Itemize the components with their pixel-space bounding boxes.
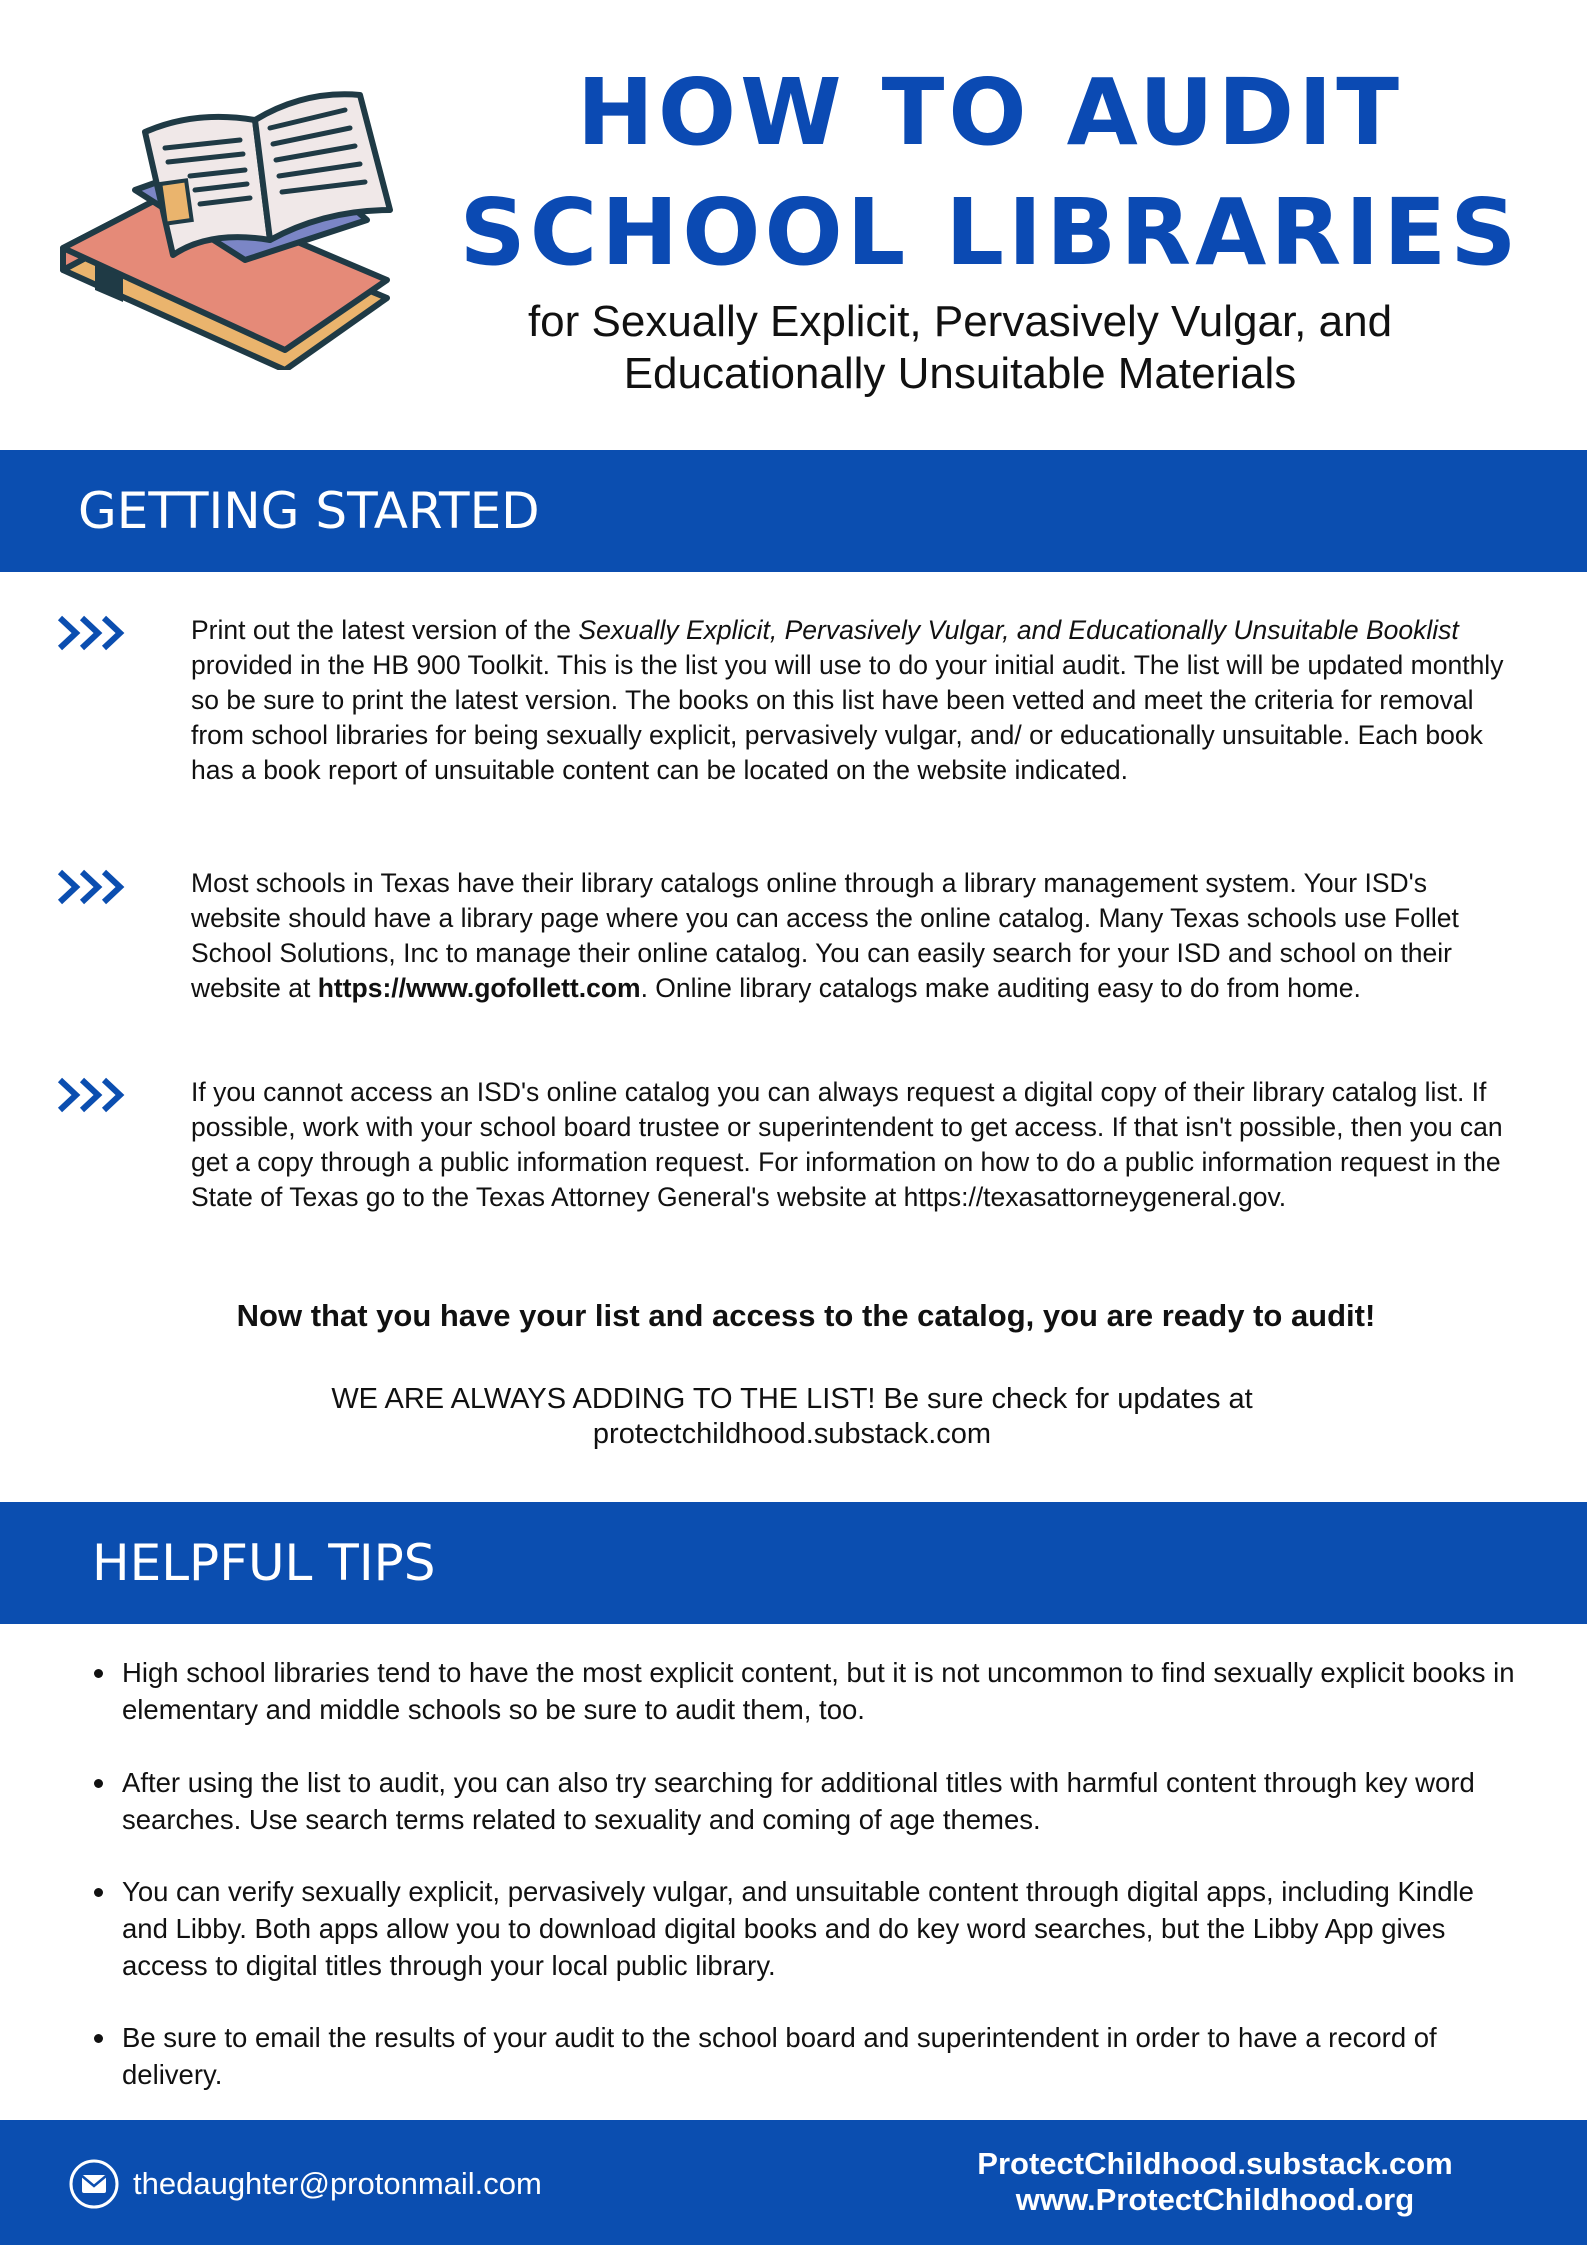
helpful-tips-title: HELPFUL TIPS — [92, 1534, 436, 1592]
list-item — [122, 1654, 1522, 1728]
updates-link[interactable]: protectchildhood.substack.com — [592, 1418, 992, 1450]
subtitle-line-1: for Sexually Explicit, Pervasively Vulgar, and — [527, 297, 1393, 346]
tip-text: Be sure to email the results of your audit to the school board and superintendent in order to have a record of delivery. — [122, 2022, 1437, 2090]
triple-chevron-right-icon — [56, 868, 128, 906]
booklist-title: Sexually Explicit, Pervasively Vulgar, and Educationally Unsuitable Booklist — [578, 615, 1459, 645]
item-2-text-a: Most schools in Texas have their library catalogs online through a library management system. Your ISD's website should have a library page where you can access the online catalog. Many Texas schools use Follet School Solutions, Inc to manage their online catalog. You can easily search for your ISD and school on their website at — [191, 868, 1459, 1003]
item-1-text-b: provided in the HB 900 Toolkit. This is the list you will use to do your initial audit. The list will be updated monthly so be sure to print the latest version. The books on this list have been vetted and meet the criteria for removal from school libraries for being sexually explicit, pervasively vulgar, and/ or educationally unsuitable. Each book has a book report of unsuitable content can be located on the website indicated. — [191, 650, 1504, 785]
tip-text: After using the list to audit, you can also try searching for additional titles with harmful content through key word searches. Use search terms related to sexuality and coming of age themes. — [122, 1767, 1475, 1835]
website-link[interactable]: www.ProtectChildhood.org — [1015, 2182, 1415, 2217]
item-1-text-a: Print out the latest version of the — [191, 615, 579, 645]
triple-chevron-right-icon — [56, 614, 128, 652]
list-item — [122, 1764, 1522, 1838]
list-item — [122, 2019, 1522, 2093]
page-subtitle — [440, 296, 1480, 400]
substack-link[interactable]: ProtectChildhood.substack.com — [977, 2146, 1453, 2181]
item-2-text-b: . Online library catalogs make auditing easy to do from home. — [640, 973, 1361, 1003]
updates-note — [0, 1382, 1584, 1452]
helpful-tips-header — [0, 1502, 1587, 1624]
ready-to-audit-callout: Now that you have your list and access to the catalog, you are ready to audit! — [236, 1298, 1376, 1333]
getting-started-header — [0, 450, 1587, 572]
subtitle-line-2: Educationally Unsuitable Materials — [623, 349, 1297, 398]
email-link[interactable]: thedaughter@protonmail.com — [133, 2166, 542, 2201]
updates-line-1: WE ARE ALWAYS ADDING TO THE LIST! Be sure check for updates at — [331, 1383, 1253, 1415]
getting-started-item-2 — [191, 866, 1521, 1006]
bullet-icon — [94, 1779, 103, 1788]
gofollett-link[interactable]: https://www.gofollett.com — [317, 973, 641, 1003]
tip-text: High school libraries tend to have the most explicit content, but it is not uncommon to find sexually explicit books in elementary and middle schools so be sure to audit them, too. — [122, 1657, 1515, 1725]
bullet-icon — [94, 1888, 103, 1897]
getting-started-title: GETTING STARTED — [78, 482, 540, 540]
triple-chevron-right-icon — [56, 1076, 128, 1114]
bullet-icon — [94, 2034, 103, 2043]
list-item — [122, 1873, 1522, 1984]
footer-links — [900, 2146, 1530, 2218]
getting-started-item-1 — [191, 613, 1521, 788]
footer — [0, 2120, 1587, 2245]
envelope-icon — [68, 2158, 120, 2210]
page-title-line-2: SCHOOL LIBRARIES — [459, 179, 1521, 286]
getting-started-item-3: If you cannot access an ISD's online catalog you can always request a digital copy of their library catalog list. If possible, work with your school board trustee or superintendent to get access. If that isn't possible, then you can get a copy through a public information request. For information on how to do a public information request in the State of Texas go to the Texas Attorney General's website at https://texasattorneygeneral.gov. — [191, 1077, 1503, 1212]
tip-text: You can verify sexually explicit, pervasively vulgar, and unsuitable content through digital apps, including Kindle and Libby. Both apps allow you to download digital books and do key word searches, but the Libby App gives access to digital titles through your local public library. — [122, 1876, 1474, 1981]
page-title-line-1: HOW TO AUDIT — [576, 59, 1404, 166]
bullet-icon — [94, 1669, 103, 1678]
open-book-stack-icon — [55, 70, 435, 370]
